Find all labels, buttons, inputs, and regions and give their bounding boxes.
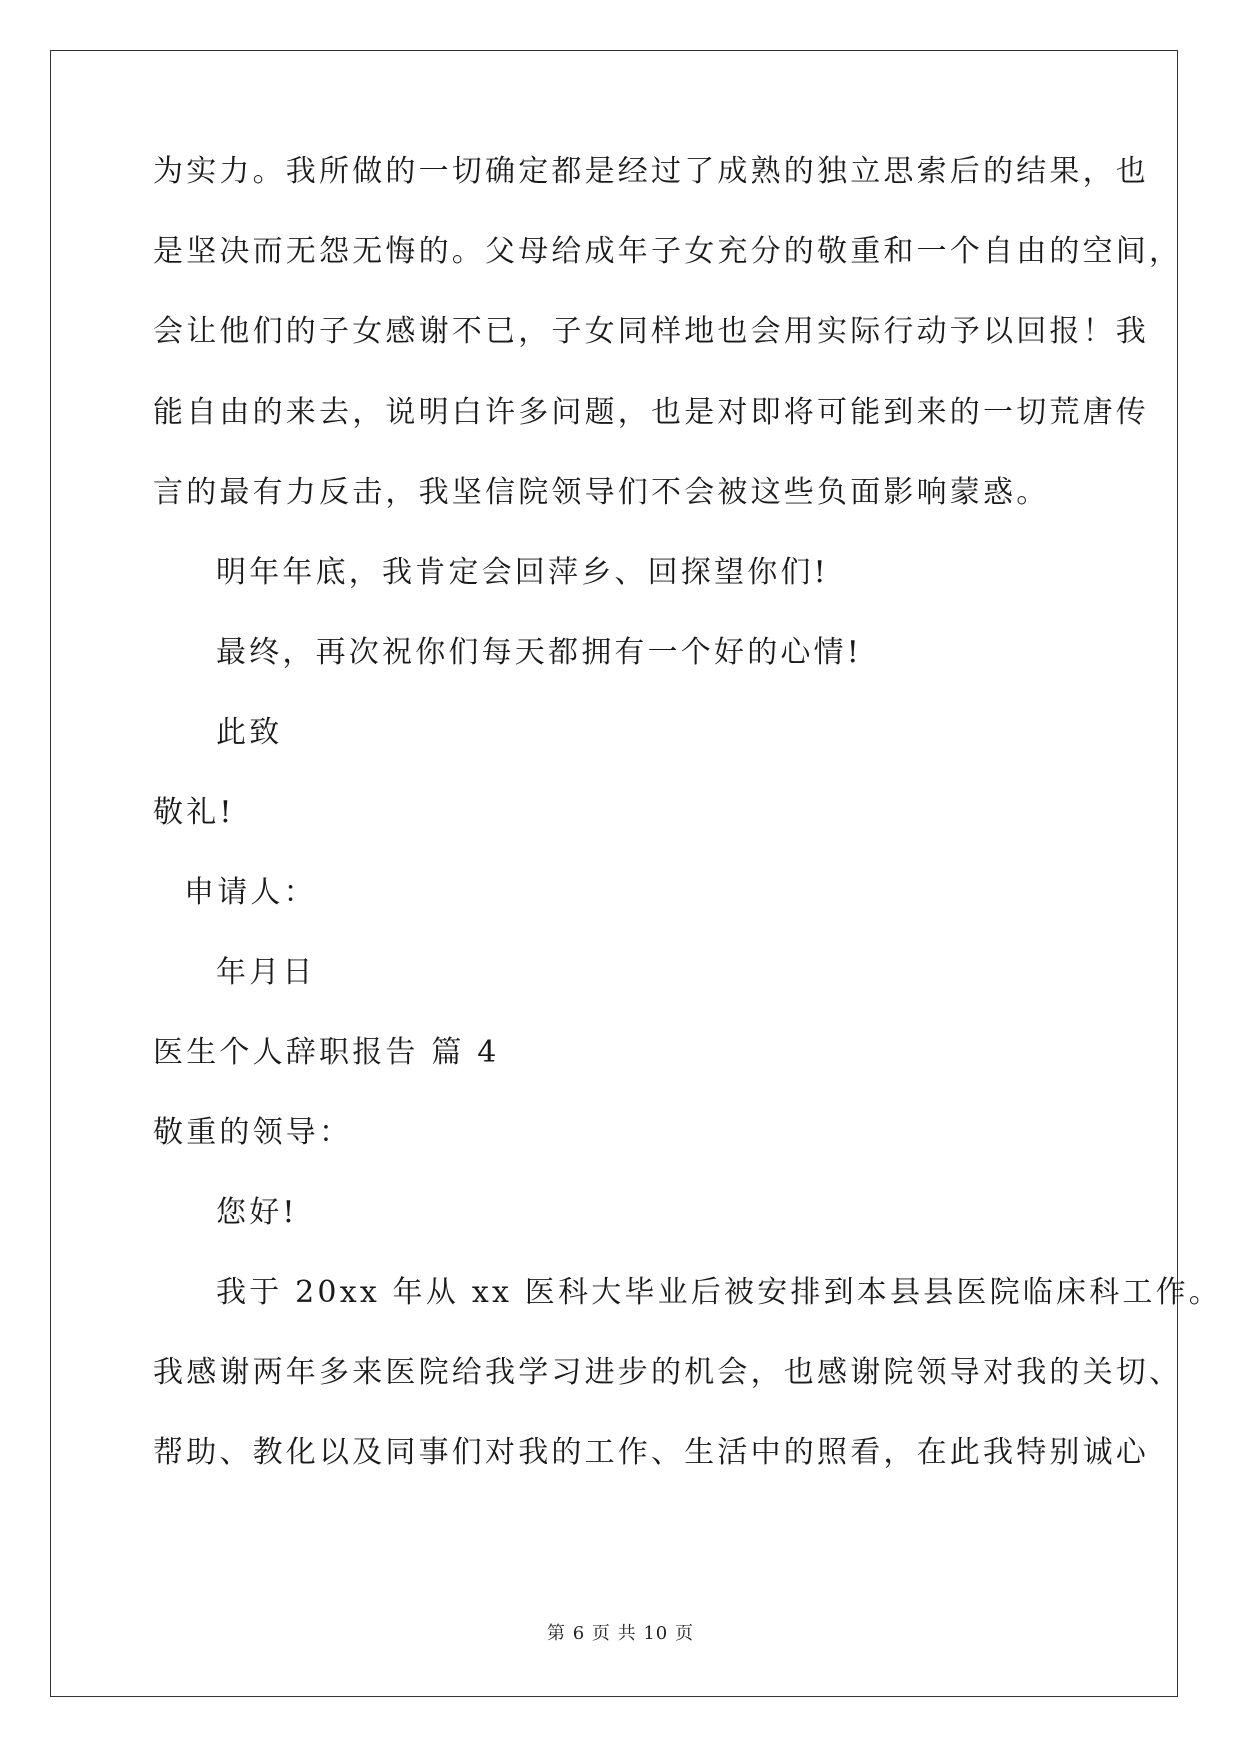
- paragraph-line: 我感谢两年多来医院给我学习进步的机会，也感谢院领导对我的关切、: [153, 1355, 1183, 1390]
- paragraph-line: 为实力。我所做的一切确定都是经过了成熟的独立思索后的结果，也: [153, 154, 1149, 189]
- applicant-label: 申请人：: [184, 875, 317, 910]
- paragraph-line: 言的最有力反击，我坚信院领导们不会被这些负面影响蒙惑。: [153, 475, 1050, 510]
- page-number-footer: 第 6 页 共 10 页: [547, 1623, 694, 1644]
- paragraph-line: 会让他们的子女感谢不已，子女同样地也会用实际行动予以回报！我: [153, 314, 1149, 349]
- letter-salutation: 敬重的领导：: [153, 1115, 353, 1150]
- paragraph-line: 帮助、教化以及同事们对我的工作、生活中的照看，在此我特别诚心: [153, 1435, 1149, 1470]
- paragraph-line: 我于 20xx 年从 xx 医科大毕业后被安排到本县县医院临床科工作。: [216, 1275, 1222, 1310]
- greeting-line: 您好!: [216, 1195, 298, 1230]
- closing-regards: 敬礼!: [153, 795, 235, 830]
- section-heading: 医生个人辞职报告 篇 4: [153, 1035, 500, 1070]
- date-line: 年月日: [216, 955, 316, 990]
- paragraph-line: 最终，再次祝你们每天都拥有一个好的心情!: [216, 635, 863, 670]
- paragraph-line: 是坚决而无怨无悔的。父母给成年子女充分的敬重和一个自由的空间，: [153, 234, 1183, 269]
- closing-salutation: 此致: [216, 715, 283, 750]
- paragraph-line: 明年年底，我肯定会回萍乡、回探望你们!: [216, 555, 829, 590]
- paragraph-line: 能自由的来去，说明白许多问题，也是对即将可能到来的一切荒唐传: [153, 395, 1149, 430]
